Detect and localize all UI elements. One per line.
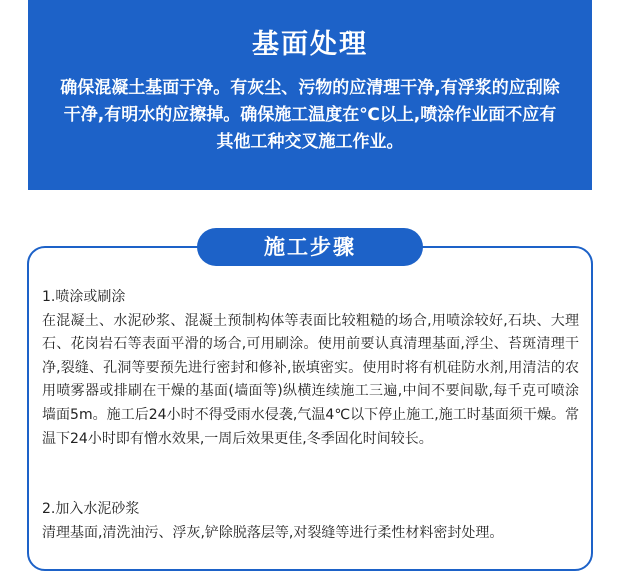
header-panel (28, 0, 592, 190)
step-body-1: 在混凝土、水泥砂浆、混凝土预制构体等表面比较粗糙的场合,用喷涂较好,石块、大理石、花岗岩石等表面平滑的场合,可用刷涂。使用前要认真清理基面,浮尘、苔斑清理干净,裂缝、孔洞等要预先进行密封和修补,嵌填密实。使用时将有机硅防水剂,用清洁的农用喷雾器或排刷在干燥的基面(墙面等)纵横连续施工三遍,中间不要间歇,每千克可喷涂墙面5m。施工后24小时不得受雨水侵袭,气温4℃以下停止施工,施工时基面须干燥。常温下24小时即有憎水效果,一周后效果更佳,冬季固化时间较长。 (42, 312, 579, 447)
steps-content-box (27, 246, 593, 571)
step-body-2: 清理基面,清洗油污、浮灰,铲除脱落层等,对裂缝等进行柔性材料密封处理。 (42, 524, 504, 541)
step-section-1 (42, 286, 579, 451)
steps-badge: 施工步骤 (197, 228, 423, 266)
step-section-2 (42, 498, 579, 545)
header-body-text: 确保混凝土基面于净。有灰尘、污物的应清理干净,有浮浆的应刮除干净,有明水的应擦掉。确保施工温度在℃以上,喷涂作业面不应有其他工种交叉施工作业。 (60, 78, 560, 152)
step-heading-2: 2.加入水泥砂浆 (42, 501, 140, 517)
step-heading-1: 1.喷涂或刷涂 (42, 289, 126, 305)
page-title: 基面处理 (252, 29, 368, 60)
